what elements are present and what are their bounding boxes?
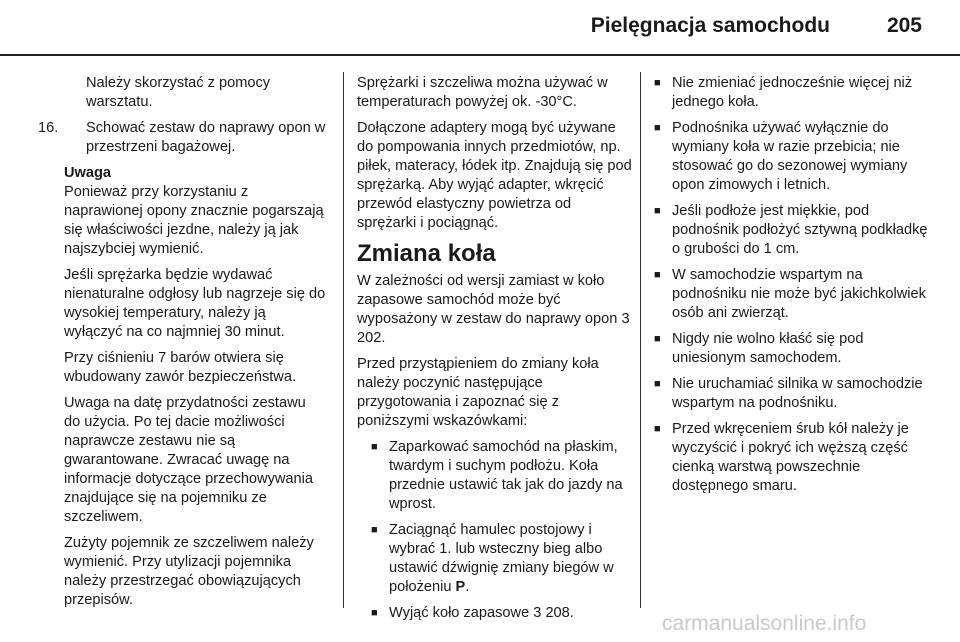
note-paragraph: Uwaga na datę przydatności zestawu do użycia. Po tej dacie możliwości naprawcze zestawu nie są gwarantowane. Zwracać uwagę na informacje dotyczące przechowywania znajdujące się na pojemniku ze szczeliwem. — [64, 395, 314, 525]
page-title: Pielęgnacja samochodu — [590, 14, 830, 37]
list-item — [357, 604, 632, 623]
list-item — [654, 202, 929, 259]
list-item-text: Podnośnika używać wyłącznie do wymiany koła w razie przebicia; nie stosować go do sezonowej wymiany opon zimowych i letnich. — [672, 120, 908, 193]
gear-position: P — [455, 579, 466, 595]
bullet-icon: ■ — [654, 333, 661, 345]
header-divider — [0, 54, 960, 56]
column-right — [654, 74, 929, 503]
paragraph-text: W zależności od wersji zamiast w koło zapasowe samochód może być wyposażony w zestaw do naprawy opon — [357, 273, 622, 327]
watermark: carmanualsonline.info — [662, 612, 867, 635]
list-item-text: Nie uruchamiać silnika w samochodzie wspartym na podnośniku. — [672, 376, 923, 411]
section-heading: Zmiana koła — [357, 240, 496, 267]
note-paragraph: Jeśli sprężarka będzie wydawać nienaturalne odgłosy lub nagrzeje się do wysokiej temperatury, należy ją wyłączyć na co najmniej 30 minut. — [64, 267, 326, 340]
step-continuation: Należy skorzystać z pomocy warsztatu. — [86, 75, 271, 110]
list-item — [654, 266, 929, 323]
note-paragraph: Przy ciśnieniu 7 barów otwiera się wbudowany zawór bezpieczeństwa. — [64, 350, 297, 385]
step-number: 16. — [38, 120, 59, 136]
list-item — [357, 438, 632, 514]
paragraph: Dołączone adaptery mogą być używane do pompowania innych przedmiotów, np. piłek, materacy, łódek itp. Znajdują się pod sprężarką. Aby wyjąć adapter, wkręcić przewód elastyczny powietrza od sprężarki i pociągnąć. — [357, 120, 632, 231]
list-item-text — [389, 604, 574, 623]
note-paragraph: Ponieważ przy korzystaniu z naprawionej opony znacznie pogarszają się właściwości jezdne, należy ją jak najszybciej wymienić. — [64, 184, 324, 257]
list-item-text-part: Wyjąć koło zapasowe — [389, 605, 534, 621]
column-divider-1 — [343, 72, 344, 608]
paragraph — [357, 272, 632, 348]
note-block — [38, 164, 326, 610]
page-reference[interactable]: 202. — [357, 330, 386, 346]
column-middle — [357, 74, 632, 630]
note-title: Uwaga — [64, 165, 112, 181]
ref-arrow-icon: 3 — [533, 605, 542, 621]
list-item — [654, 420, 929, 496]
list-item-text: Przed wkręceniem śrub kół należy je wyczyścić i pokryć ich węższą część cienką warstwą powszechnie dostępnego smaru. — [672, 421, 909, 494]
list-item-text: Nigdy nie wolno kłaść się pod uniesionym samochodem. — [672, 331, 864, 366]
paragraph: Sprężarki i szczeliwa można używać w temperaturach powyżej ok. -30°C. — [357, 75, 608, 110]
bullet-icon: ■ — [654, 205, 661, 217]
list-item-text-part: Zaciągnąć hamulec postojowy i wybrać 1. lub wsteczny bieg albo ustawić dźwignię zmiany biegów w położeniu — [389, 522, 614, 595]
list-item — [654, 74, 929, 112]
bullet-icon: ■ — [654, 423, 661, 435]
bullet-icon: ■ — [654, 122, 661, 134]
bullet-icon: ■ — [654, 269, 661, 281]
step-16 — [38, 119, 326, 157]
list-item — [654, 119, 929, 195]
bullet-icon: ■ — [371, 607, 378, 619]
bullet-icon: ■ — [371, 524, 378, 536]
list-item — [654, 330, 929, 368]
bullet-icon: ■ — [654, 378, 661, 390]
list-item-text: Zaparkować samochód na płaskim, twardym i suchym podłożu. Koła przednie ustawić tak jak do jazdy na wprost. — [389, 439, 623, 512]
list-item — [654, 375, 929, 413]
column-left — [38, 74, 326, 617]
list-item — [357, 521, 632, 597]
list-item-text: Jeśli podłoże jest miękkie, pod podnośnik podłożyć sztywną podkładkę o grubości do 1 cm. — [672, 203, 928, 257]
list-item-text: W samochodzie wspartym na podnośniku nie może być jakichkolwiek osób ani zwierząt. — [672, 267, 926, 321]
ref-arrow-icon: 3 — [621, 311, 630, 327]
page-number: 205 — [886, 14, 922, 37]
column-divider-2 — [640, 72, 641, 608]
page-reference[interactable]: 208. — [545, 605, 574, 621]
step-text: Schować zestaw do naprawy opon w przestrzeni bagażowej. — [86, 120, 326, 155]
paragraph: Przed przystąpieniem do zmiany koła należy poczynić następujące przygotowania i zapoznać się z poniższymi wskazówkami: — [357, 356, 599, 429]
list-item-text — [389, 521, 632, 597]
note-paragraph: Zużyty pojemnik ze szczeliwem należy wymienić. Przy utylizacji pojemnika należy przestrzegać obowiązujących przepisów. — [64, 535, 314, 608]
bullet-icon: ■ — [654, 77, 661, 89]
bullet-icon: ■ — [371, 441, 378, 453]
list-item-text: Nie zmieniać jednocześnie więcej niż jednego koła. — [672, 75, 913, 110]
list-item-text-end: . — [465, 579, 470, 595]
